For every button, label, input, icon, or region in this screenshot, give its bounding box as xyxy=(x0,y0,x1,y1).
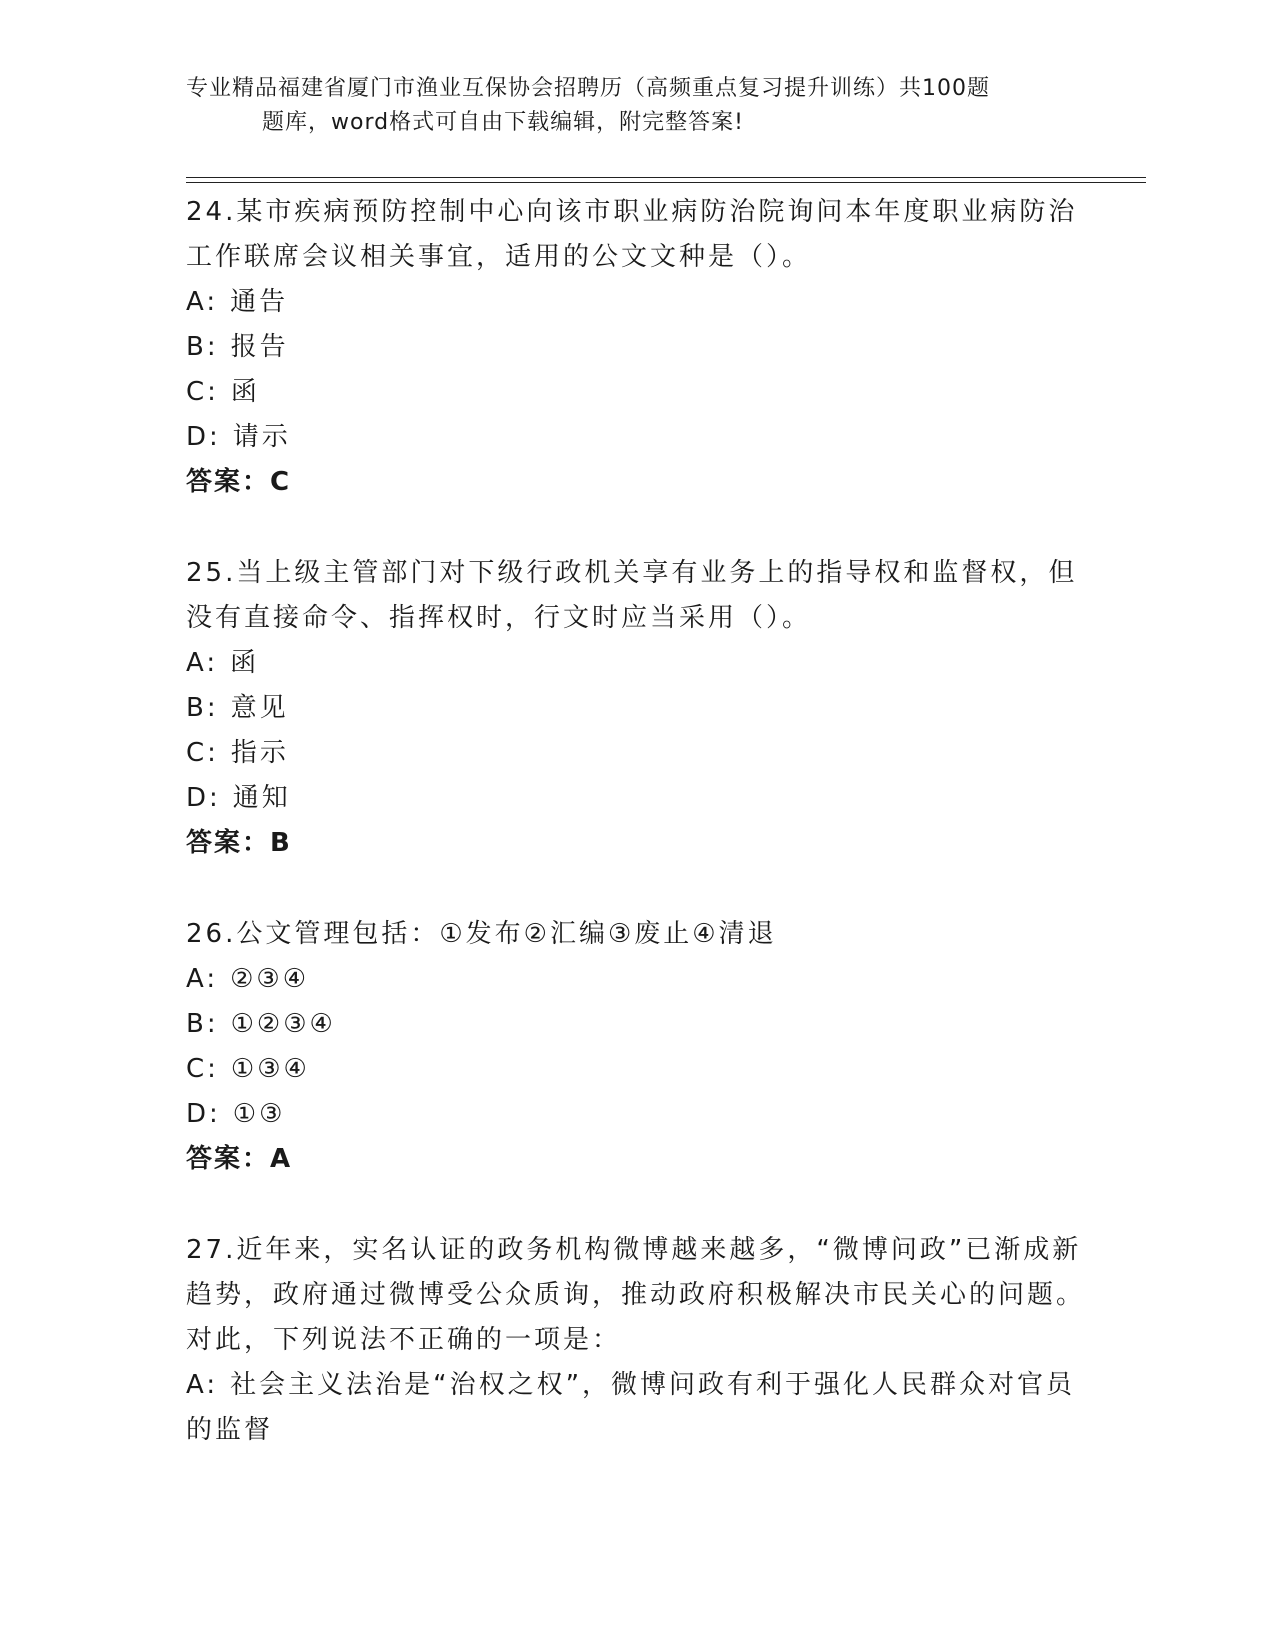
option-b xyxy=(186,686,1086,731)
option-b xyxy=(186,325,1086,370)
header-divider-bottom xyxy=(186,182,1146,183)
option-text: 函 xyxy=(230,648,260,678)
option-letter: D: xyxy=(186,783,221,813)
answer-key: 答案：A xyxy=(186,1144,293,1174)
option-letter: D: xyxy=(186,422,221,452)
question-24 xyxy=(186,190,1086,505)
document-header xyxy=(186,72,1066,140)
question-stem: 25.当上级主管部门对下级行政机关享有业务上的指导权和监督权，但没有直接命令、指挥权时，行文时应当采用（）。 xyxy=(186,558,1078,633)
option-letter: A: xyxy=(186,1370,219,1400)
option-letter: D: xyxy=(186,1099,221,1129)
question-25 xyxy=(186,551,1086,866)
option-d xyxy=(186,415,1086,460)
option-letter: A: xyxy=(186,964,219,994)
option-text: ①③ xyxy=(232,1099,286,1129)
option-a xyxy=(186,957,1086,1002)
question-27 xyxy=(186,1228,1086,1453)
answer-key: 答案：C xyxy=(186,467,292,497)
option-text: 指示 xyxy=(230,738,289,768)
option-text: 通告 xyxy=(230,287,289,317)
question-stem: 27.近年来，实名认证的政务机构微博越来越多，“微博问政”已渐成新趋势，政府通过微博受公众质询，推动政府积极解决市民关心的问题。对此，下列说法不正确的一项是： xyxy=(186,1235,1086,1355)
option-text: ①②③④ xyxy=(230,1009,336,1039)
header-title-line-2: 题库，word格式可自由下载编辑，附完整答案! xyxy=(262,110,744,135)
header-title-line-1: 专业精品福建省厦门市渔业互保协会招聘历（高频重点复习提升训练）共100题 xyxy=(186,76,990,101)
option-text: 通知 xyxy=(232,783,291,813)
option-letter: B: xyxy=(186,1009,219,1039)
option-c xyxy=(186,1047,1086,1092)
option-a xyxy=(186,1363,1086,1453)
option-letter: B: xyxy=(186,693,219,723)
option-letter: B: xyxy=(186,332,219,362)
option-text: ①③④ xyxy=(230,1054,310,1084)
option-c xyxy=(186,370,1086,415)
option-a xyxy=(186,280,1086,325)
option-letter: A: xyxy=(186,648,219,678)
option-letter: C: xyxy=(186,377,219,407)
question-list xyxy=(186,190,1086,1499)
option-a xyxy=(186,641,1086,686)
option-letter: A: xyxy=(186,287,219,317)
question-stem: 24.某市疾病预防控制中心向该市职业病防治院询问本年度职业病防治工作联席会议相关事宜，适用的公文文种是（）。 xyxy=(186,197,1078,272)
option-letter: C: xyxy=(186,1054,219,1084)
option-b xyxy=(186,1002,1086,1047)
option-text: 报告 xyxy=(230,332,289,362)
option-text: 意见 xyxy=(230,693,289,723)
option-text: 社会主义法治是“治权之权”，微博问政有利于强化人民群众对官员的监督 xyxy=(186,1370,1076,1445)
option-letter: C: xyxy=(186,738,219,768)
option-d xyxy=(186,776,1086,821)
question-stem: 26.公文管理包括：①发布②汇编③废止④清退 xyxy=(186,919,777,949)
option-c xyxy=(186,731,1086,776)
option-text: ②③④ xyxy=(230,964,310,994)
option-d xyxy=(186,1092,1086,1137)
header-divider-top xyxy=(186,177,1146,178)
question-26 xyxy=(186,912,1086,1182)
option-text: 函 xyxy=(230,377,260,407)
answer-key: 答案：B xyxy=(186,828,292,858)
option-text: 请示 xyxy=(232,422,291,452)
